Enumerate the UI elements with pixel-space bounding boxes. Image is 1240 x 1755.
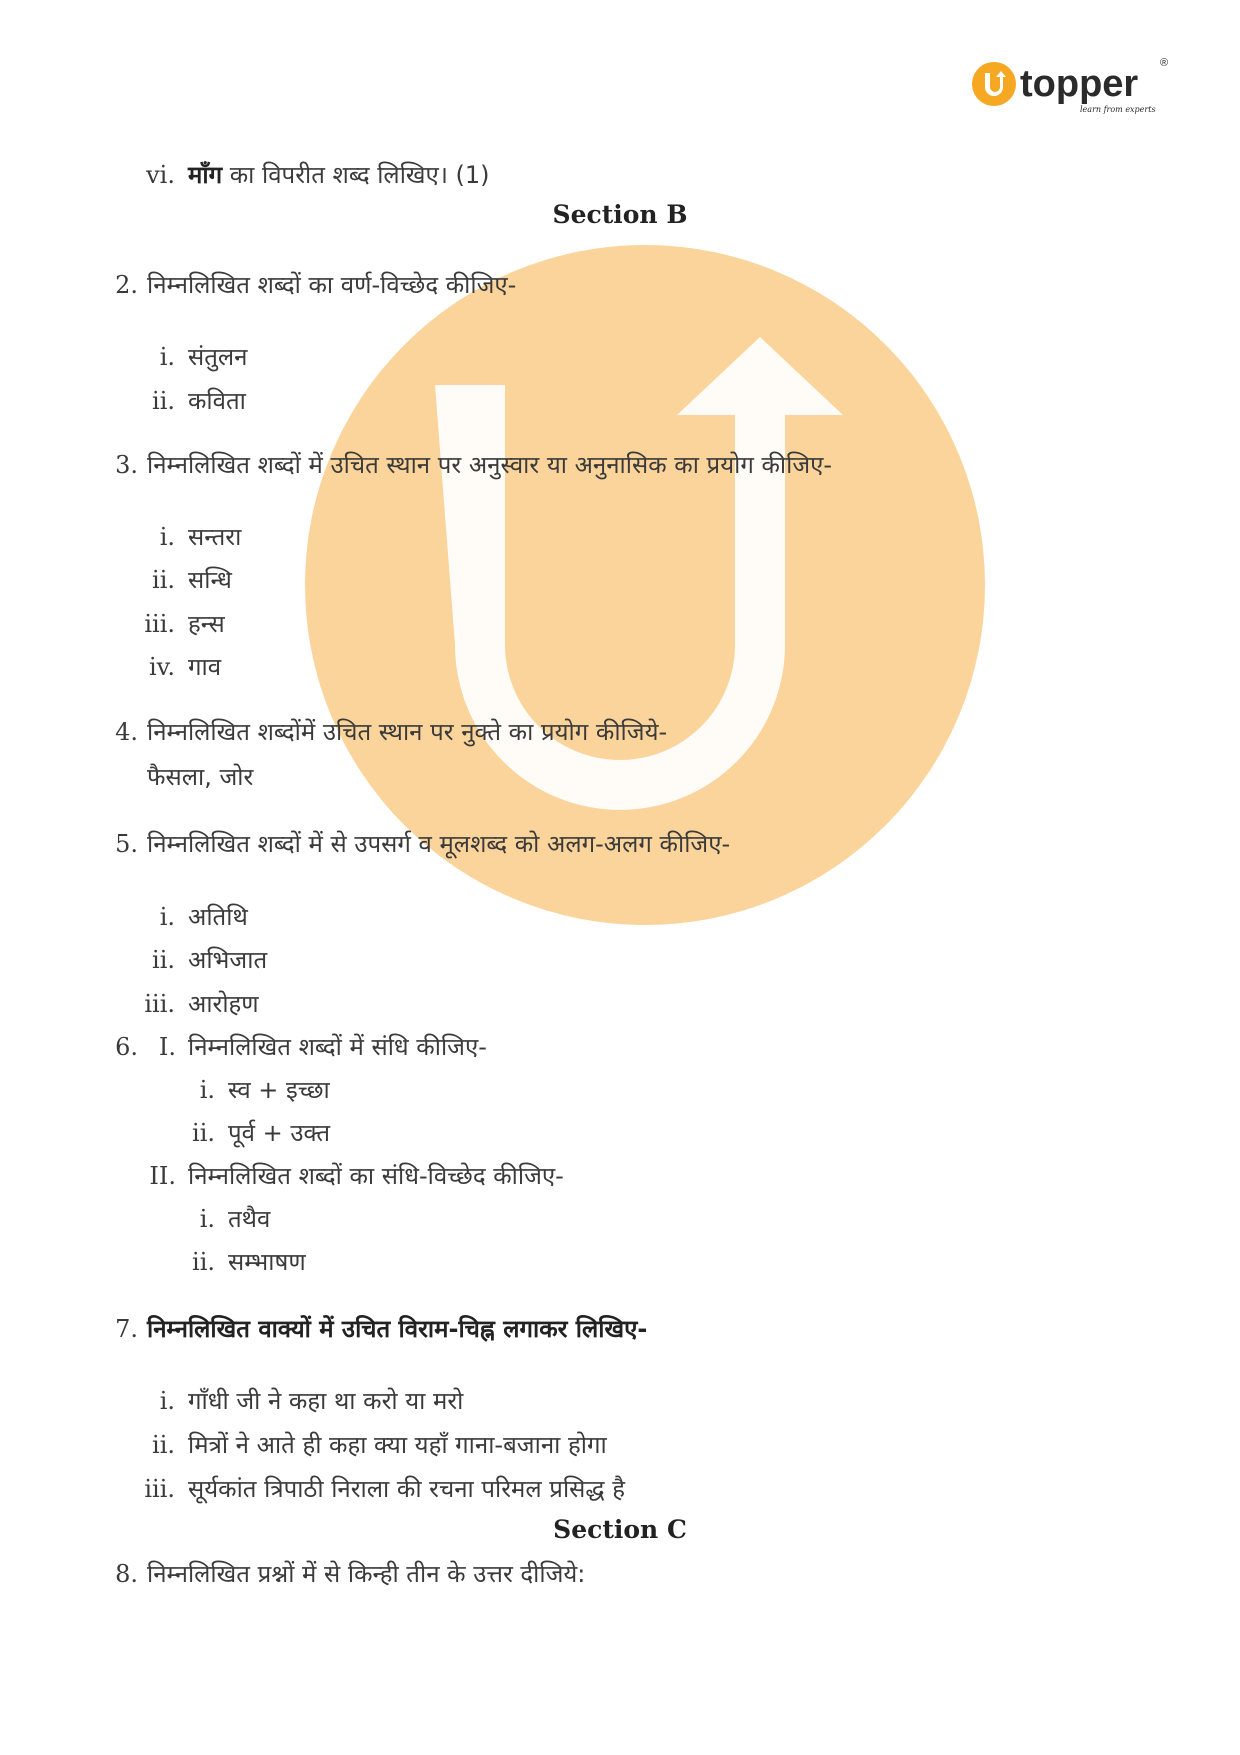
- q3-item-marker: iii.: [144, 610, 175, 638]
- section-b-heading: Section B: [552, 200, 688, 229]
- q5-item-marker: i.: [159, 903, 175, 931]
- q7-number: 7.: [115, 1315, 138, 1343]
- q6-number: 6.: [115, 1033, 138, 1061]
- q4-number: 4.: [115, 718, 138, 746]
- logo-circle-icon: [972, 62, 1016, 106]
- q6-part1-item: पूर्व + उक्त: [228, 1119, 331, 1147]
- q6-part2-item: सम्भाषण: [228, 1248, 306, 1276]
- q6-part2-question: निम्नलिखित शब्दों का संधि-विच्छेद कीजिए-: [188, 1162, 564, 1190]
- q6-part1-item: स्व + इच्छा: [228, 1076, 330, 1104]
- q5-number: 5.: [115, 830, 138, 858]
- q1-vi-bold-word: माँग: [188, 161, 223, 189]
- q7-item-marker: i.: [159, 1387, 175, 1415]
- q5-item: अभिजात: [188, 946, 268, 974]
- q6-part2-marker: II.: [149, 1162, 176, 1190]
- section-c-heading: Section C: [553, 1515, 687, 1544]
- q7-item-marker: iii.: [144, 1475, 175, 1503]
- q7-item-marker: ii.: [152, 1431, 175, 1459]
- q7-item: मित्रों ने आते ही कहा क्या यहाँ गाना-बजाना होगा: [188, 1431, 607, 1459]
- q8-number: 8.: [115, 1560, 138, 1588]
- q2-item-marker: ii.: [152, 387, 175, 415]
- q6-part1-question: निम्नलिखित शब्दों में संधि कीजिए-: [188, 1033, 487, 1061]
- q5-item-marker: ii.: [152, 946, 175, 974]
- logo-wordmark: topper: [1020, 63, 1139, 105]
- q6-part2-item: तथैव: [228, 1205, 271, 1233]
- q7-item: गाँधी जी ने कहा था करो या मरो: [188, 1387, 464, 1415]
- q7-question: निम्नलिखित वाक्यों में उचित विराम-चिह्न लगाकर लिखिए-: [147, 1315, 648, 1343]
- topper-logo: [970, 56, 1170, 120]
- q3-item: सन्धि: [188, 566, 232, 594]
- q4-question: निम्नलिखित शब्दोंमें उचित स्थान पर नुक्ते का प्रयोग कीजिये-: [147, 718, 668, 746]
- q4-words: फैसला, जोर: [147, 763, 254, 791]
- q2-item: संतुलन: [188, 343, 248, 371]
- q3-item-marker: ii.: [152, 566, 175, 594]
- q3-question: निम्नलिखित शब्दों में उचित स्थान पर अनुस्वार या अनुनासिक का प्रयोग कीजिए-: [147, 451, 833, 479]
- q6-part2-item-marker: i.: [199, 1205, 215, 1233]
- q6-part1-marker: I.: [158, 1033, 176, 1061]
- q5-item: आरोहण: [188, 990, 259, 1018]
- q5-item: अतिथि: [188, 903, 248, 931]
- registered-mark: ®: [1160, 57, 1169, 69]
- q2-number: 2.: [115, 271, 138, 299]
- q1-vi-marker: vi.: [146, 161, 175, 189]
- q2-question: निम्नलिखित शब्दों का वर्ण-विच्छेद कीजिए-: [147, 271, 517, 299]
- q6-part2-item-marker: ii.: [192, 1248, 215, 1276]
- q6-part1-item-marker: i.: [199, 1076, 215, 1104]
- q3-item-marker: iv.: [148, 653, 175, 681]
- q3-number: 3.: [115, 451, 138, 479]
- logo-tagline: learn from experts: [1080, 105, 1156, 114]
- q7-item: सूर्यकांत त्रिपाठी निराला की रचना परिमल प्रसिद्ध है: [188, 1475, 625, 1503]
- q6-part1-item-marker: ii.: [192, 1119, 215, 1147]
- q3-item-marker: i.: [159, 523, 175, 551]
- q2-item-marker: i.: [159, 343, 175, 371]
- q3-item: सन्तरा: [188, 523, 242, 551]
- q5-item-marker: iii.: [144, 990, 175, 1018]
- q3-item: गाव: [188, 653, 222, 681]
- topper-logo-graphic: [970, 56, 1170, 120]
- q1-vi-text: [188, 158, 490, 192]
- q2-item: कविता: [188, 387, 246, 415]
- q8-question: निम्नलिखित प्रश्नों में से किन्ही तीन के उत्तर दीजिये:: [147, 1560, 586, 1588]
- q5-question: निम्नलिखित शब्दों में से उपसर्ग व मूलशब्द को अलग-अलग कीजिए-: [147, 830, 731, 858]
- q1-vi-rest: का विपरीत शब्द लिखिए। (1): [222, 161, 490, 189]
- q3-item: हन्स: [188, 610, 225, 638]
